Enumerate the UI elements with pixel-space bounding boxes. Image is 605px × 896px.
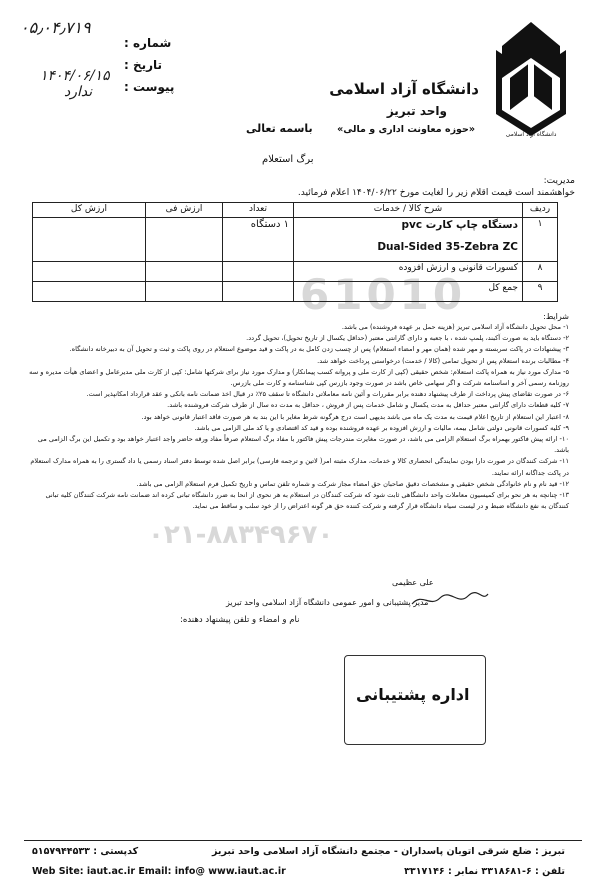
- condition-item: ۱- محل تحویل دانشگاه آزاد اسلامی تبریز (هزینه حمل بر عهده فروشنده) می باشد.: [341, 323, 569, 331]
- item-unit-price: [146, 262, 223, 282]
- document-title: برگ استعلام: [262, 154, 314, 165]
- row-number: ۸: [523, 262, 558, 282]
- university-name: دانشگاه آزاد اسلامی: [329, 80, 479, 98]
- table-row: [33, 262, 558, 282]
- condition-item: ۸- اعتبار این استعلام از تاریخ اعلام قیمت به مدت یک ماه می باشد بدیهی است درج هرگونه شرط مغایر با این بند به هر صورت فاقد اعتبار قانونی خواهد بود.: [141, 412, 569, 421]
- row-number: ۹: [523, 282, 558, 302]
- conditions-title: شرایط:: [543, 312, 569, 321]
- signatory-position: مدیر پشتیبانی و امور عمومی دانشگاه آزاد اسلامی واحد تبریز: [226, 598, 429, 607]
- footer-postal-code: کدپستی : ۵۱۵۷۹۴۴۵۳۳: [32, 846, 139, 857]
- branch-name: واحد تبریز: [386, 104, 447, 118]
- condition-item: ۱۲- قید نام و نام خانوادگی شخص حقیقی و مشخصات دقیق صاحبان حق امضاء مجاز شرکت و شماره تلفن تماس و تاریخ تکمیل فرم استعلام الزامی می باشد.: [136, 479, 569, 488]
- item-total-price: [33, 262, 146, 282]
- table-row: [33, 218, 558, 262]
- item-quantity: [223, 262, 294, 282]
- condition-item: ۹- کلیه کسورات قانونی دولتی شامل بیمه، مالیات و ارزش افزوده بر عهده فروشنده بوده و قید کد اقتصادی و یا کد ملی الزامی می باشد.: [194, 423, 569, 432]
- item-unit-price: [146, 282, 223, 302]
- item-description: جمع کل: [294, 282, 523, 302]
- condition-item: ۲- دستگاه باید به صورت آکبند، پلمپ شده ، با جعبه و دارای گارانتی معتبر (حداقل یکسال از تاریخ تحویل)، تحویل گردد.: [246, 334, 569, 343]
- bidder-signature-label: نام و امضاء و تلفن پیشنهاد دهنده:: [180, 615, 300, 625]
- watermark-phone: ۰۲۱-۸۸۳۴۹۶۷۰: [148, 520, 334, 550]
- attachment-value: ندارد: [64, 84, 93, 100]
- number-value: ۰۵٫۰۴٫۷۱۹: [20, 18, 91, 37]
- item-description: کسورات قانونی و ارزش افزوده: [294, 262, 523, 282]
- condition-item: ۱۰- ارائه پیش فاکتور بهمراه برگ استعلام الزامی می باشد، در صورت مغایرت مندرجات پیش فاکتور با مفاد برگ استعلام صرفاً مفاد ورقه حاضر واجد اعتبار خواهد بود و تکمیل این برگ الزامی می باشد.: [37, 435, 569, 455]
- signatory-name: علی عظیمی: [392, 578, 434, 587]
- item-description-line2: Dual-Sided 35-Zebra ZC: [377, 241, 518, 253]
- greeting: مدیریت:: [543, 176, 575, 186]
- item-total-price: [33, 282, 146, 302]
- header-description: شرح کالا / خدمات: [294, 203, 523, 218]
- item-quantity: ۱ دستگاه: [223, 218, 294, 262]
- row-number: ۱: [523, 218, 558, 262]
- condition-item: ۶- در صورت تقاضای پیش پرداخت از طرف پیشنهاد دهنده برابر مقررات و آئین نامه معاملاتی دانشگاه تا سقف ۲۵٪ در قبال اخذ ضمانت نامه بانکی و عقد قرارداد امکانپذیر است.: [86, 390, 569, 399]
- conditions-list: [29, 322, 569, 512]
- item-quantity: [223, 282, 294, 302]
- header-total-price: ارزش کل: [33, 203, 146, 218]
- watermark-number: 61010: [300, 270, 467, 319]
- date-label: تاریخ :: [124, 58, 163, 72]
- footer-address: تبریز : ضلع شرقی اتوبان پاسداران - مجتمع دانشگاه آزاد اسلامی واحد تبریز: [212, 846, 565, 857]
- signature-scribble: [410, 590, 490, 610]
- svg-text:دانشگاه آزاد اسلامی: دانشگاه آزاد اسلامی: [505, 131, 557, 138]
- bismillah: باسمه تعالی: [246, 122, 313, 135]
- number-label: شماره :: [124, 36, 172, 50]
- item-description-line1: دستگاه چاپ کارت pvc: [401, 219, 518, 231]
- condition-item: ۷- کلیه قطعات دارای گارانتی معتبر حداقل به مدت یکسال و شامل خدمات پس از فروش ، حداقل به مدت ده سال از طرف شرکت فروشنده باشد.: [167, 401, 569, 410]
- university-logo: [482, 18, 580, 138]
- condition-item: ۵- مدارک مورد نیاز به همراه پاکت استعلام: شخص حقیقی (کپی از کارت ملی و پروانه کسب پیمانکار) و مدارک مورد نیاز برای شرکتها شامل: کپی از کارت ملی مدیرعامل و اعضای هیأت مدیره و سه روزنامه رسمی آخر و اساسنامه شرکت و اگر سهامی خاص باشد در صورت وجود بازرس کپی شناسنامه و کارت ملی بازرس.: [29, 367, 569, 388]
- table-header-row: [33, 203, 558, 218]
- condition-item: ۱۱- شرکت کنندگان در صورت دارا بودن نمایندگی انحصاری کالا و خدمات، مدارک مثبته امر( لاتین و ترجمه فارسی) برابر اصل شده توسط دفتر اسناد رسمی یا داد گستری را به همراه مدارک استعلام در پاکت جداگانه ارائه نمایند.: [30, 457, 569, 477]
- stamp-text: اداره پشتیبانی: [356, 685, 470, 704]
- items-table: [32, 202, 558, 302]
- header-row-num: ردیف: [523, 203, 558, 218]
- header-unit-price: ارزش فی: [146, 203, 223, 218]
- table-row: [33, 282, 558, 302]
- condition-item: ۱۳- چنانچه به هر نحو برای کمیسیون معاملات واحد دانشگاهی ثابت شود که شرکت کنندگان در استعلام به هر نحوی از انحا به ضرر دانشگاه تبانی کرده اند ضمانت نامه شرکت کنندگان کلیه تبانی کنندگان به نفع دانشگاه ضبط و در لیست سیاه دانشگاه قرار گرفته و شرکت کننده حق هر گونه اعتراض را از خود سلب و ساقط می نماید.: [45, 491, 569, 511]
- item-total-price: [33, 218, 146, 262]
- date-value: ۱۴۰۴/۰۶/۱۵: [40, 68, 110, 84]
- footer-divider: [24, 840, 582, 841]
- condition-item: ۴- مطالبات برنده استعلام پس از تحویل تمامی (کالا / خدمت) درخواستی پرداخت خواهد شد.: [317, 356, 569, 365]
- condition-item: ۳- پیشنهادات در پاکت سربسته و مهر شده (همان مهر و امضاء استعلام) پس از چسب زدن کامل به در پاکت و قید موضوع استعلام در روی پاکت و ثبت و تحویل آن به دبیرخانه دانشگاه.: [69, 345, 569, 354]
- office-name: «حوزه معاونت اداری و مالی»: [337, 124, 475, 135]
- header-quantity: تعداد: [223, 203, 294, 218]
- request-text: خواهشمند است قیمت اقلام زیر را لغایت مورخ ۱۴۰۴/۰۶/۲۲ اعلام فرمائید.: [297, 188, 575, 198]
- item-description: [294, 218, 523, 262]
- footer-phone: تلفن : ۶-۳۳۱۸۶۸۱ نمابر : ۳۳۱۷۱۴۶: [404, 866, 565, 877]
- item-unit-price: [146, 218, 223, 262]
- attachment-label: پیوست :: [124, 80, 175, 94]
- footer-website: Web Site: iaut.ac.ir Email: info@ www.iaut.ac.ir: [32, 866, 286, 877]
